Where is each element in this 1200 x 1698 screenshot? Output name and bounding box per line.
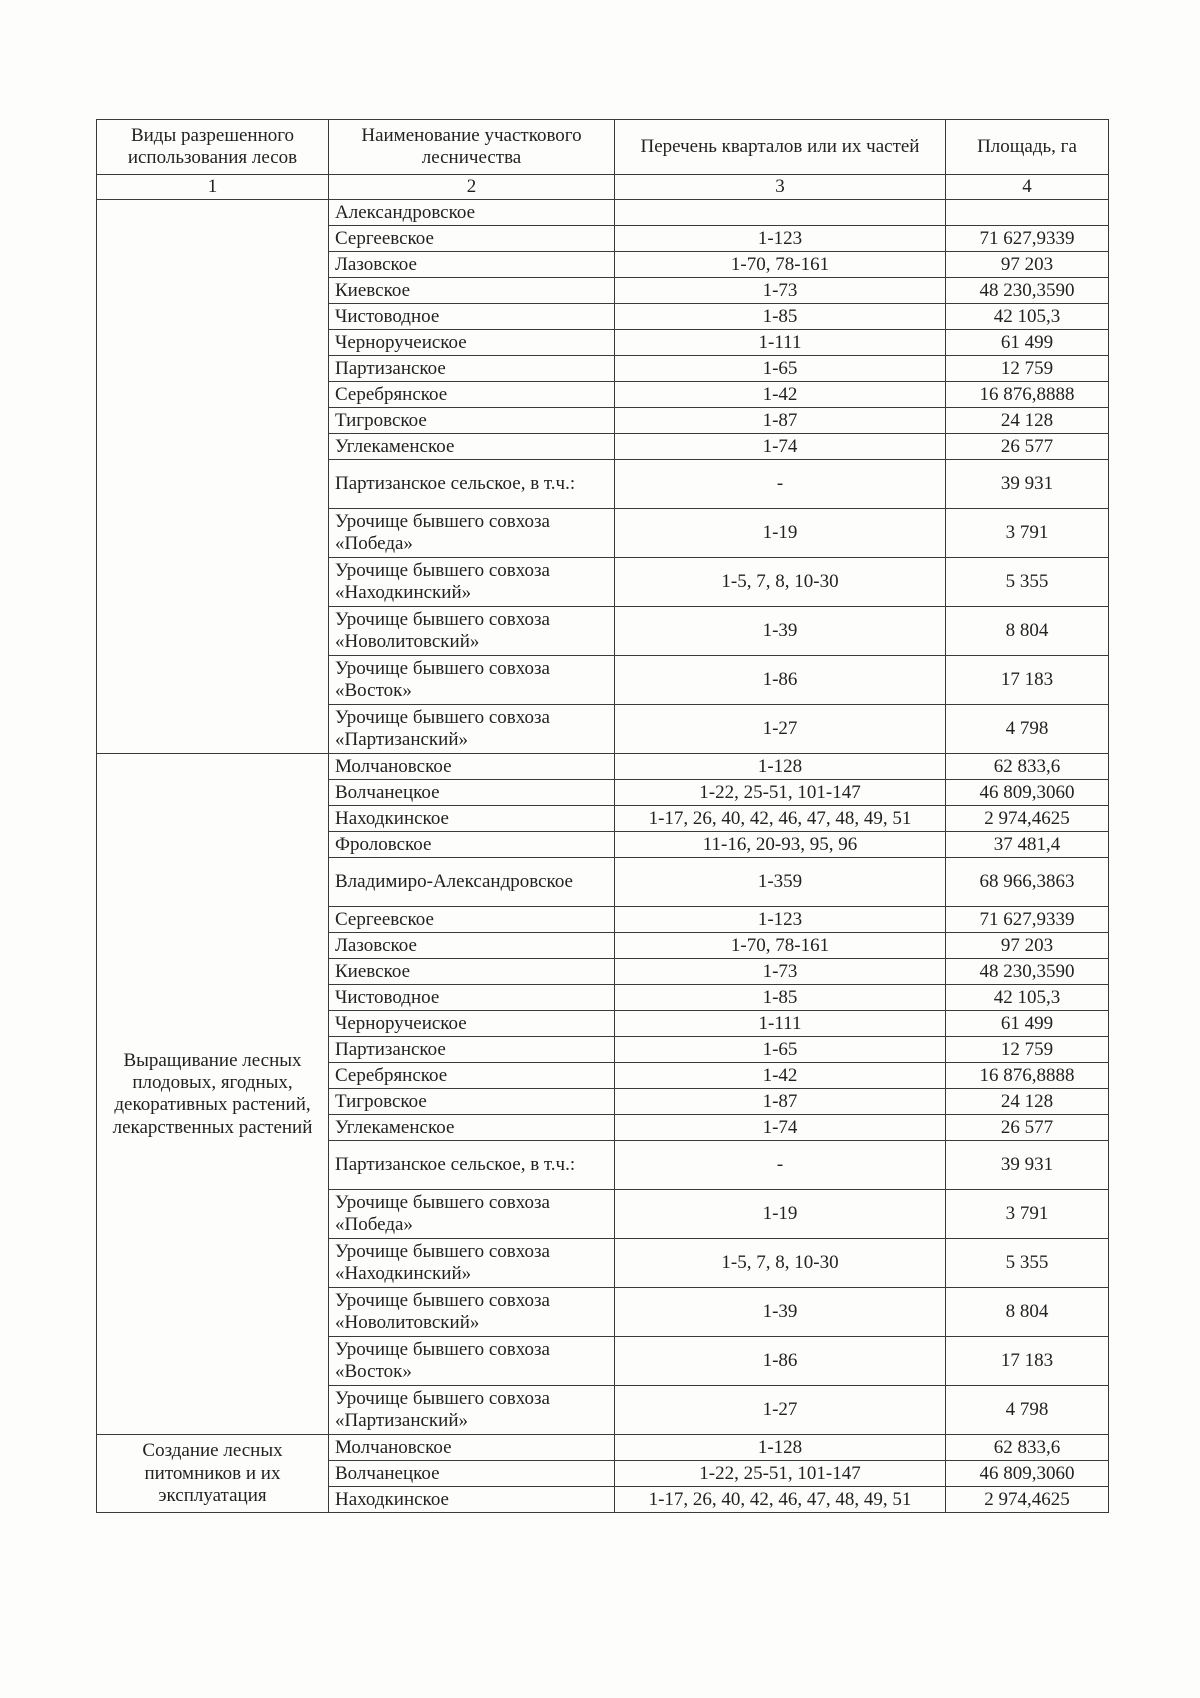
area-cell: 42 105,3 — [946, 985, 1109, 1011]
forestry-name-cell: Партизанское сельское, в т.ч.: — [329, 460, 615, 509]
forestry-name-cell: Волчанецкое — [329, 1461, 615, 1487]
quarters-cell: 1-73 — [615, 278, 946, 304]
area-cell: 46 809,3060 — [946, 780, 1109, 806]
forestry-name-cell: Углекаменское — [329, 434, 615, 460]
quarters-cell: 1-74 — [615, 1115, 946, 1141]
forestry-name-cell: Находкинское — [329, 1487, 615, 1513]
quarters-cell: 1-42 — [615, 1063, 946, 1089]
forestry-name-cell: Партизанское сельское, в т.ч.: — [329, 1141, 615, 1190]
forestry-name-cell: Киевское — [329, 278, 615, 304]
quarters-cell: 1-5, 7, 8, 10-30 — [615, 558, 946, 607]
forestry-name-cell: Урочище бывшего совхоза «Победа» — [329, 1190, 615, 1239]
forestry-name-cell: Тигровское — [329, 1089, 615, 1115]
forestry-name-cell: Лазовское — [329, 252, 615, 278]
area-cell: 17 183 — [946, 656, 1109, 705]
forestry-name-cell: Урочище бывшего совхоза «Партизанский» — [329, 1386, 615, 1435]
forestry-name-cell: Серебрянское — [329, 382, 615, 408]
area-cell: 48 230,3590 — [946, 278, 1109, 304]
quarters-cell: 1-87 — [615, 1089, 946, 1115]
forestry-name-cell: Чистоводное — [329, 985, 615, 1011]
area-cell: 2 974,4625 — [946, 1487, 1109, 1513]
area-cell: 3 791 — [946, 509, 1109, 558]
forestry-name-cell: Волчанецкое — [329, 780, 615, 806]
column-number: 1 — [97, 175, 329, 200]
area-cell: 97 203 — [946, 252, 1109, 278]
quarters-cell: 1-128 — [615, 1435, 946, 1461]
forestry-name-cell: Черноручеиское — [329, 1011, 615, 1037]
quarters-cell: 1-27 — [615, 705, 946, 754]
quarters-cell: 1-5, 7, 8, 10-30 — [615, 1239, 946, 1288]
area-cell: 97 203 — [946, 933, 1109, 959]
area-cell: 39 931 — [946, 1141, 1109, 1190]
area-cell: 16 876,8888 — [946, 1063, 1109, 1089]
table-row — [97, 200, 1109, 226]
quarters-cell: 1-85 — [615, 304, 946, 330]
column-number: 4 — [946, 175, 1109, 200]
use-type-cell: Выращивание лесных плодовых, ягодных, декоративных растений, лекарственных растений — [97, 754, 329, 1435]
area-cell: 3 791 — [946, 1190, 1109, 1239]
quarters-cell: 1-65 — [615, 356, 946, 382]
area-cell: 61 499 — [946, 1011, 1109, 1037]
area-cell: 26 577 — [946, 1115, 1109, 1141]
area-cell: 12 759 — [946, 1037, 1109, 1063]
area-cell: 24 128 — [946, 408, 1109, 434]
area-cell: 16 876,8888 — [946, 382, 1109, 408]
forestry-name-cell: Владимиро-Александровское — [329, 858, 615, 907]
forestry-name-cell: Молчановское — [329, 1435, 615, 1461]
quarters-cell: 1-86 — [615, 1337, 946, 1386]
forestry-name-cell: Александровское — [329, 200, 615, 226]
quarters-cell: 1-39 — [615, 607, 946, 656]
forestry-name-cell: Киевское — [329, 959, 615, 985]
area-cell: 71 627,9339 — [946, 226, 1109, 252]
quarters-cell — [615, 200, 946, 226]
area-cell: 42 105,3 — [946, 304, 1109, 330]
header-forestry-name: Наименование участкового лесничества — [329, 120, 615, 175]
header-use-type: Виды разрешенного использования лесов — [97, 120, 329, 175]
column-number: 2 — [329, 175, 615, 200]
header-quarters: Перечень кварталов или их частей — [615, 120, 946, 175]
quarters-cell: 1-87 — [615, 408, 946, 434]
quarters-cell: 1-123 — [615, 907, 946, 933]
area-cell: 62 833,6 — [946, 754, 1109, 780]
use-type-cell — [97, 200, 329, 754]
forestry-name-cell: Тигровское — [329, 408, 615, 434]
quarters-cell: 1-19 — [615, 1190, 946, 1239]
area-cell: 4 798 — [946, 1386, 1109, 1435]
area-cell: 17 183 — [946, 1337, 1109, 1386]
area-cell: 37 481,4 — [946, 832, 1109, 858]
area-cell: 24 128 — [946, 1089, 1109, 1115]
area-cell: 61 499 — [946, 330, 1109, 356]
quarters-cell: 1-70, 78-161 — [615, 933, 946, 959]
quarters-cell: 1-17, 26, 40, 42, 46, 47, 48, 49, 51 — [615, 806, 946, 832]
quarters-cell: 1-128 — [615, 754, 946, 780]
area-cell — [946, 200, 1109, 226]
forestry-name-cell: Сергеевское — [329, 907, 615, 933]
quarters-cell: 1-73 — [615, 959, 946, 985]
area-cell: 48 230,3590 — [946, 959, 1109, 985]
area-cell: 62 833,6 — [946, 1435, 1109, 1461]
forestry-name-cell: Черноручеиское — [329, 330, 615, 356]
quarters-cell: 1-123 — [615, 226, 946, 252]
forestry-name-cell: Молчановское — [329, 754, 615, 780]
quarters-cell: 1-86 — [615, 656, 946, 705]
forestry-name-cell: Урочище бывшего совхоза «Восток» — [329, 656, 615, 705]
area-cell: 71 627,9339 — [946, 907, 1109, 933]
quarters-cell: 1-74 — [615, 434, 946, 460]
column-number: 3 — [615, 175, 946, 200]
quarters-cell: 1-19 — [615, 509, 946, 558]
table-row — [97, 754, 1109, 780]
quarters-cell: - — [615, 460, 946, 509]
quarters-cell: 11-16, 20-93, 95, 96 — [615, 832, 946, 858]
area-cell: 68 966,3863 — [946, 858, 1109, 907]
area-cell: 12 759 — [946, 356, 1109, 382]
quarters-cell: 1-85 — [615, 985, 946, 1011]
header-area: Площадь, га — [946, 120, 1109, 175]
area-cell: 8 804 — [946, 607, 1109, 656]
quarters-cell: 1-42 — [615, 382, 946, 408]
forestry-name-cell: Партизанское — [329, 356, 615, 382]
quarters-cell: 1-70, 78-161 — [615, 252, 946, 278]
table-body — [97, 200, 1109, 1513]
quarters-cell: 1-22, 25-51, 101-147 — [615, 780, 946, 806]
table-header — [97, 120, 1109, 200]
quarters-cell: 1-65 — [615, 1037, 946, 1063]
table-row — [97, 1435, 1109, 1461]
forestry-name-cell: Лазовское — [329, 933, 615, 959]
forest-use-table — [96, 119, 1109, 1513]
forestry-name-cell: Чистоводное — [329, 304, 615, 330]
forestry-name-cell: Фроловское — [329, 832, 615, 858]
use-type-cell: Создание лесных питомников и их эксплуатация — [97, 1435, 329, 1513]
forestry-name-cell: Урочище бывшего совхоза «Восток» — [329, 1337, 615, 1386]
area-cell: 2 974,4625 — [946, 806, 1109, 832]
area-cell: 26 577 — [946, 434, 1109, 460]
quarters-cell: 1-39 — [615, 1288, 946, 1337]
quarters-cell: 1-111 — [615, 330, 946, 356]
quarters-cell: 1-22, 25-51, 101-147 — [615, 1461, 946, 1487]
forestry-name-cell: Партизанское — [329, 1037, 615, 1063]
area-cell: 5 355 — [946, 558, 1109, 607]
quarters-cell: 1-17, 26, 40, 42, 46, 47, 48, 49, 51 — [615, 1487, 946, 1513]
forestry-name-cell: Сергеевское — [329, 226, 615, 252]
forestry-name-cell: Урочище бывшего совхоза «Находкинский» — [329, 1239, 615, 1288]
quarters-cell: 1-359 — [615, 858, 946, 907]
column-number-row — [97, 175, 1109, 200]
forestry-name-cell: Урочище бывшего совхоза «Новолитовский» — [329, 607, 615, 656]
forestry-name-cell: Урочище бывшего совхоза «Новолитовский» — [329, 1288, 615, 1337]
forestry-name-cell: Урочище бывшего совхоза «Победа» — [329, 509, 615, 558]
area-cell: 46 809,3060 — [946, 1461, 1109, 1487]
forestry-name-cell: Находкинское — [329, 806, 615, 832]
area-cell: 4 798 — [946, 705, 1109, 754]
quarters-cell: 1-27 — [615, 1386, 946, 1435]
forestry-name-cell: Урочище бывшего совхоза «Находкинский» — [329, 558, 615, 607]
quarters-cell: - — [615, 1141, 946, 1190]
forestry-name-cell: Углекаменское — [329, 1115, 615, 1141]
area-cell: 8 804 — [946, 1288, 1109, 1337]
quarters-cell: 1-111 — [615, 1011, 946, 1037]
forestry-name-cell: Серебрянское — [329, 1063, 615, 1089]
forestry-name-cell: Урочище бывшего совхоза «Партизанский» — [329, 705, 615, 754]
area-cell: 39 931 — [946, 460, 1109, 509]
area-cell: 5 355 — [946, 1239, 1109, 1288]
